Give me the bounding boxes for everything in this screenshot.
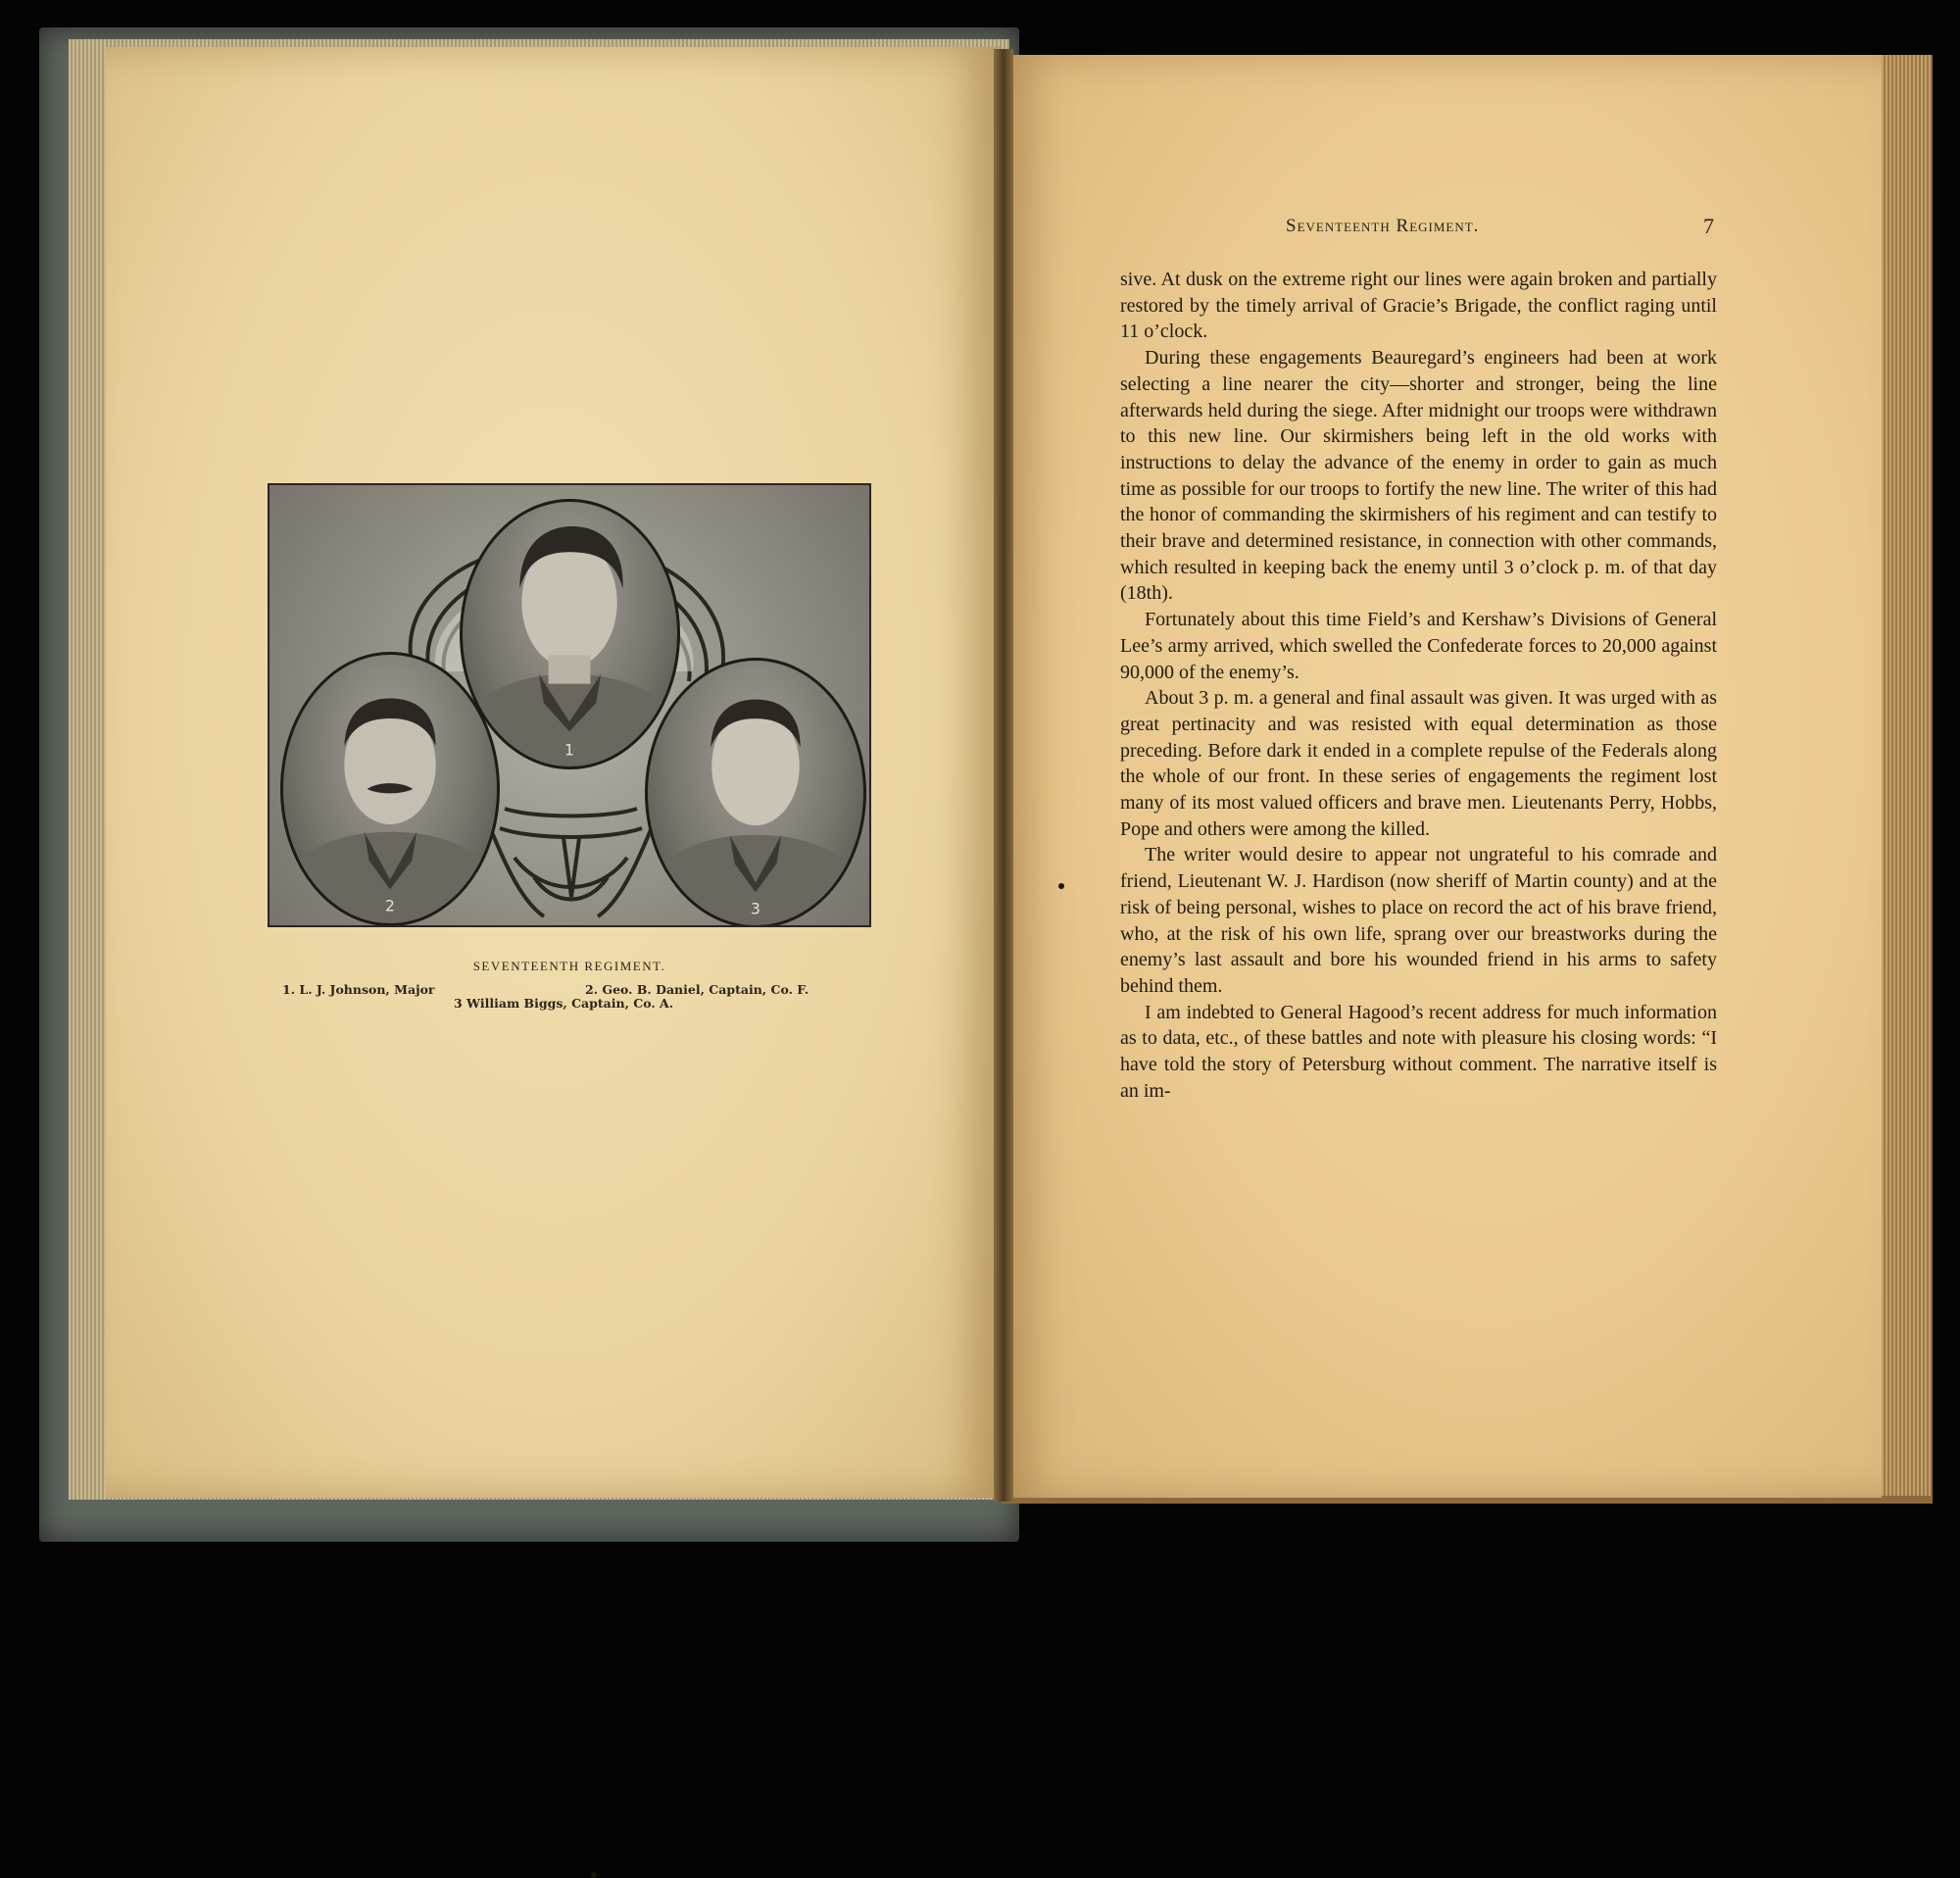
ink-spot <box>591 1872 597 1878</box>
svg-text:1: 1 <box>564 741 574 760</box>
caption-portrait-2: 2. Geo. B. Daniel, Captain, Co. F. <box>585 982 809 997</box>
portrait-3-oval <box>645 658 866 927</box>
paragraph-2: During these engagements Beauregard’s engineers had been at work selecting a line nearer the city—shorter and stronger, being the line afterwards held during the siege. After midnight our troops were withdrawn to this new line. Our skirmishers being left in the old works with instructions to delay the advance of the enemy in order to gain as much time as possible for our troops to fortify the new line. The writer of this had the honor of commanding the skirmishers of his regiment and can testify to their brave and determined resistance, in connection with other commands, which resulted in keeping back the enemy until 3 o’clock p. m. of that day (18th). <box>1120 347 1717 605</box>
svg-text:2: 2 <box>385 897 395 915</box>
caption-portrait-3: 3 William Biggs, Captain, Co. A. <box>454 996 674 1011</box>
portrait-2-icon <box>283 655 497 923</box>
running-head: Seventeenth Regiment. <box>1286 216 1480 236</box>
paragraph-3: Fortunately about this time Field’s and Kershaw’s Divisions of General Lee’s army arrived, which swelled the Confederate forces to 20,000 against 90,000 of the enemy’s. <box>1120 609 1717 683</box>
paragraph-6: I am indebted to General Hagood’s recent address for much information as to data, etc., of these battles and note with pleasure his closing words: “I have told the story of Petersburg without comment. The narrative itself is an im- <box>1120 1001 1717 1102</box>
portrait-plate <box>268 483 871 927</box>
paragraph-4: About 3 p. m. a general and final assault was given. It was urged with as great pertinacity and was resisted with equal determination as those preceding. Before dark it ended in a complete repulse of the Federals along the whole of our front. In these series of engagements the regiment lost many of its most valued officers and brave men. Lieutenants Perry, Hobbs, Pope and others were among the killed. <box>1120 687 1717 840</box>
ink-spot <box>1058 883 1064 889</box>
body-text <box>1120 267 1717 1105</box>
book-gutter <box>994 49 1013 1502</box>
paragraph-5: The writer would desire to appear not ungrateful to his comrade and friend, Lieutenant W. J. Hardison (now sheriff of Martin county) and at the risk of being personal, wishes to place on record the act of his brave friend, who, at the risk of his own life, sprang over our breastworks during the enemy’s last assault and bore his wounded friend in his arms to safety behind them. <box>1120 844 1717 997</box>
plate-title: SEVENTEENTH REGIMENT. <box>472 959 666 973</box>
paragraph-1: sive. At dusk on the extreme right our lines were again broken and partially restored by the timely arrival of Gracie’s Brigade, the conflict raging until 11 o’clock. <box>1120 269 1717 343</box>
caption-portrait-1: 1. L. J. Johnson, Major <box>282 982 435 997</box>
page-number: 7 <box>1703 214 1714 238</box>
svg-text:3: 3 <box>751 900 760 918</box>
portrait-3-icon <box>648 661 863 925</box>
portrait-2-oval <box>280 652 500 926</box>
